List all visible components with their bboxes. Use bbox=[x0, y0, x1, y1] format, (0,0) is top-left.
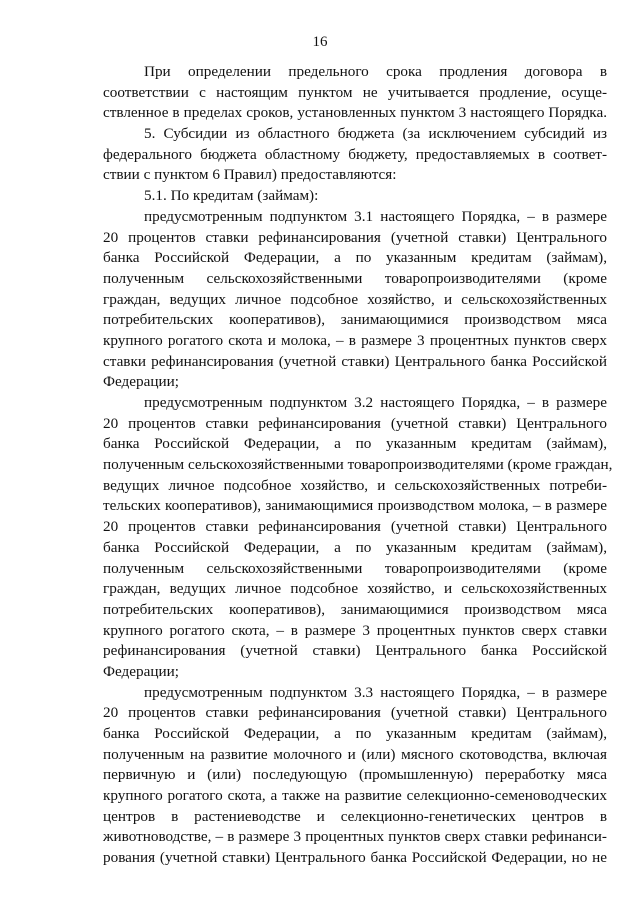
text-line: соответствии с настоящим пунктом не учитывается продление, осуще- bbox=[103, 83, 607, 101]
text-line: полученным сельскохозяйственными товаропроизводителями (кроме граждан, bbox=[103, 456, 613, 474]
text-line: животноводстве, – в размере 3 процентных пунктов сверх ставки рефинанси- bbox=[103, 828, 607, 846]
text-line: 20 процентов ставки рефинансирования (учетной ставки) Центрального bbox=[103, 518, 607, 536]
text-line: крупного рогатого скота, – в размере 3 процентных пунктов сверх ставки bbox=[103, 621, 607, 639]
text-line: ведущих личное подсобное хозяйство, и сельскохозяйственных потреби- bbox=[103, 476, 607, 494]
text-line: рефинансирования (учетной ставки) Центрального банка Российской bbox=[103, 642, 607, 660]
text-line: Федерации; bbox=[103, 662, 179, 680]
text-line: 20 процентов ставки рефинансирования (учетной ставки) Центрального bbox=[103, 228, 607, 246]
text-line: крупного рогатого скота, а также на развитие селекционно-семеноводческих bbox=[103, 787, 607, 805]
text-line: полученным сельскохозяйственными товаропроизводителями (кроме bbox=[103, 559, 607, 577]
text-line: 20 процентов ставки рефинансирования (учетной ставки) Центрального bbox=[103, 704, 607, 722]
page-number: 16 bbox=[312, 34, 328, 50]
text-line: предусмотренным подпунктом 3.3 настоящего Порядка, – в размере bbox=[144, 683, 607, 701]
text-line: 20 процентов ставки рефинансирования (учетной ставки) Центрального bbox=[103, 414, 607, 432]
text-line: банка Российской Федерации, а по указанным кредитам (займам), bbox=[103, 538, 607, 556]
text-line: крупного рогатого скота и молока, – в размере 3 процентных пунктов сверх bbox=[103, 331, 607, 349]
text-line: 5.1. По кредитам (займам): bbox=[144, 187, 319, 205]
text-line: потребительских кооперативов), занимающимися производством мяса bbox=[103, 600, 607, 618]
text-line: Федерации; bbox=[103, 373, 179, 391]
text-line: первичную и (или) последующую (промышленную) переработку мяса bbox=[103, 766, 607, 784]
text-line: потребительских кооперативов), занимающимися производством мяса bbox=[103, 311, 607, 329]
text-line: полученным на развитие молочного и (или) мясного скотоводства, включая bbox=[103, 745, 607, 763]
text-line: тельских кооперативов), занимающимися производством молока, – в размере bbox=[103, 497, 607, 515]
text-line: рования (учетной ставки) Центрального банка Российской Федерации, но не bbox=[103, 849, 607, 867]
text-line: ствии с пунктом 6 Правил) предоставляются: bbox=[103, 166, 397, 184]
text-line: полученным сельскохозяйственными товаропроизводителями (кроме bbox=[103, 269, 607, 287]
text-line: При определении предельного срока продления договора в bbox=[144, 63, 607, 80]
text-line: ствленное в пределах сроков, установленных пунктом 3 настоящего Порядка. bbox=[103, 104, 607, 122]
document-body bbox=[103, 62, 613, 869]
text-line: предусмотренным подпунктом 3.1 настоящего Порядка, – в размере bbox=[144, 207, 607, 225]
text-line: центров в растениеводстве и селекционно-генетических центров в bbox=[103, 807, 607, 825]
text-line: ставки рефинансирования (учетной ставки) Центрального банка Российской bbox=[103, 352, 607, 370]
text-line: федерального бюджета областному бюджету, предоставляемых в соответ- bbox=[103, 145, 607, 163]
text-line: граждан, ведущих личное подсобное хозяйство, и сельскохозяйственных bbox=[103, 290, 607, 308]
text-line: банка Российской Федерации, а по указанным кредитам (займам), bbox=[103, 249, 607, 267]
text-line: граждан, ведущих личное подсобное хозяйство, и сельскохозяйственных bbox=[103, 580, 607, 598]
text-line: предусмотренным подпунктом 3.2 настоящего Порядка, – в размере bbox=[144, 394, 607, 411]
text-line: 5. Субсидии из областного бюджета (за исключением субсидий из bbox=[144, 125, 607, 143]
text-line: банка Российской Федерации, а по указанным кредитам (займам), bbox=[103, 435, 607, 453]
text-line: банка Российской Федерации, а по указанным кредитам (займам), bbox=[103, 725, 607, 742]
